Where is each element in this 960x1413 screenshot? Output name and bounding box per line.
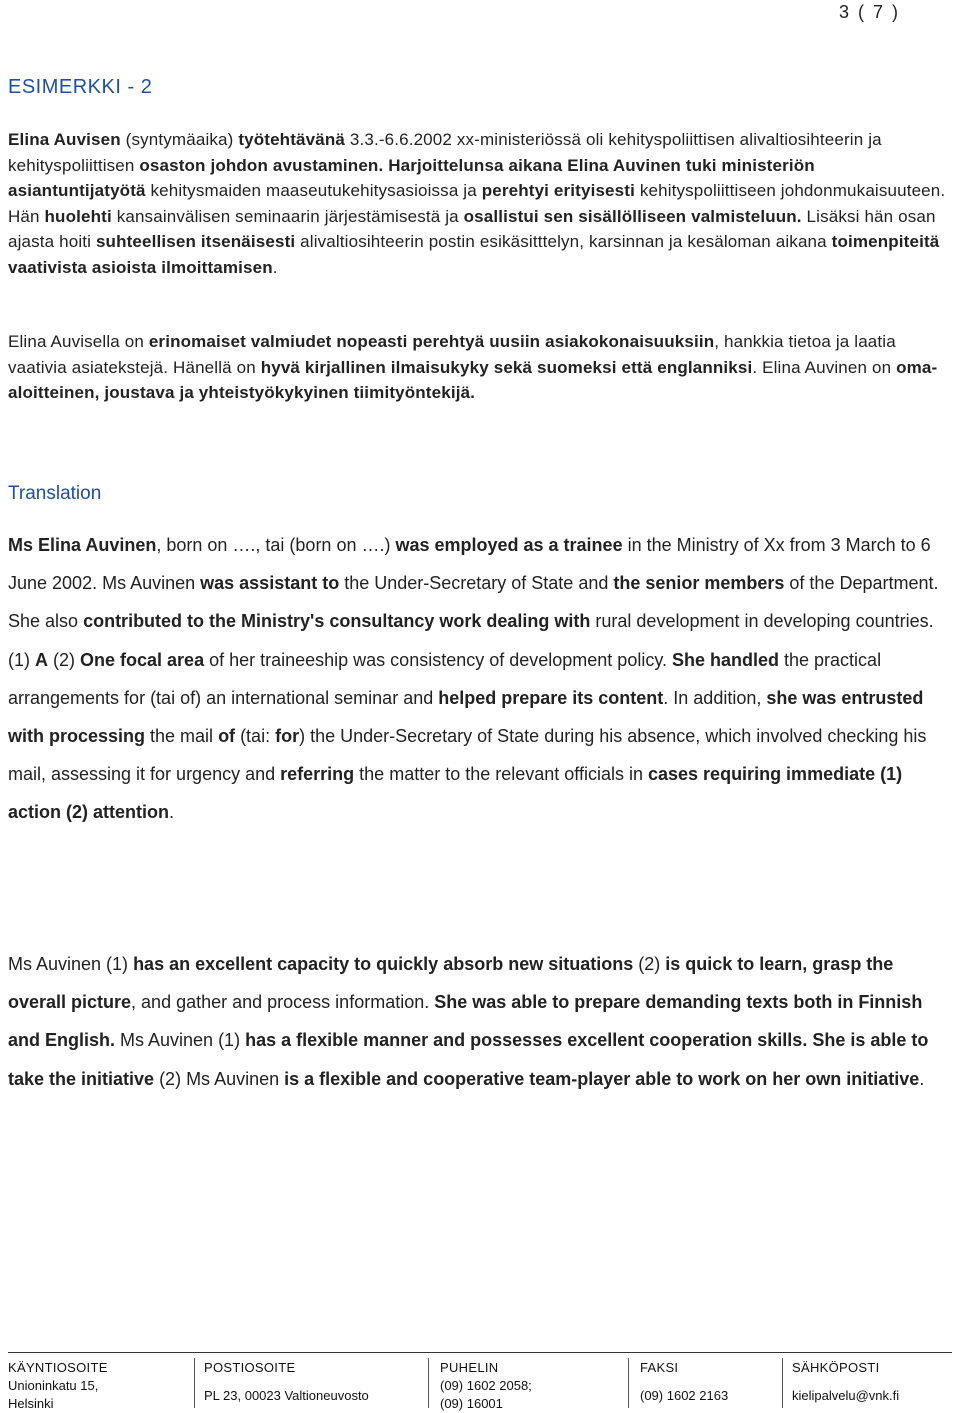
footer-fax-label: FAKSI (640, 1360, 679, 1375)
bold-text: erinomaiset valmiudet nopeasti perehtyä uusiin asiakokonaisuuksiin (148, 332, 715, 351)
page-number: 3 ( 7 ) (838, 2, 900, 22)
bold-text: cases requiring immediate (1) action (2) attention (8, 764, 903, 823)
footer-phone-line1: (09) 1602 2058; (440, 1378, 532, 1393)
footer-visit-address (8, 1359, 188, 1413)
text-run: (2) Ms Auvinen (154, 1068, 285, 1089)
bold-text: Ms Elina Auvinen (8, 535, 157, 555)
text-run: , and gather and process information. (131, 992, 435, 1013)
bold-text: helped prepare its content (438, 687, 664, 708)
text-run: . Elina Auvinen on (752, 357, 897, 377)
footer-visit-line1: Unioninkatu 15, (8, 1378, 99, 1393)
footer-rule (8, 1352, 952, 1353)
bold-text: hyvä kirjallinen ilmaisukyky sekä suomeksi että englanniksi (260, 357, 753, 377)
text-run: Lisäksi hän osan ajasta hoiti (8, 206, 936, 251)
text-run: (syntymäaika) (120, 130, 239, 149)
text-run: . (919, 1068, 925, 1089)
footer-email-link[interactable]: kielipalvelu@vnk.fi (792, 1388, 900, 1403)
text-run: . In addition, (663, 687, 767, 708)
text-run: alivaltiosihteerin postin esikäsitttelyn, karsinnan ja kesäloman aikana (295, 232, 832, 251)
bold-text: She handled (672, 649, 780, 670)
text-run: kehityspoliittiseen johdonmukaisuuteen. Hän (8, 181, 946, 226)
footer-phone-line2: (09) 16001 (440, 1396, 503, 1411)
text-run: the Under-Secretary of State and (339, 573, 614, 594)
translation-heading: Translation (8, 483, 102, 504)
english-paragraph-2 (8, 945, 948, 1098)
text-run: (2) (48, 649, 81, 670)
text-run: ) the Under-Secretary of State during his absence, which involved checking his mail, assessing it for urgency and (8, 726, 927, 785)
text-run: (2) (633, 954, 666, 974)
bold-text: suhteellisen itsenäisesti (95, 232, 296, 251)
bold-text: huolehti (44, 206, 112, 226)
text-run: rural development in developing countries. (1) (8, 611, 934, 670)
text-run: the practical arrangements for (tai of) an international seminar and (8, 649, 882, 708)
text-run: in the Ministry of Xx from 3 March to 6 June 2002. Ms Auvinen (8, 535, 931, 594)
footer-separator (782, 1358, 783, 1408)
text-run: . (169, 802, 175, 823)
finnish-paragraph-2 (8, 329, 948, 406)
footer-phone (440, 1359, 620, 1413)
bold-text: toimenpiteitä vaativista asioista ilmoittamisen (8, 232, 940, 277)
text-run: kansainvälisen seminaarin järjestämisestä ja (111, 206, 464, 226)
bold-text: for (275, 726, 300, 747)
bold-text: osaston johdon avustaminen. Harjoittelunsa aikana Elina Auvinen tuki ministeriön asiantuntijatyötä (8, 155, 815, 200)
finnish-paragraph-1 (8, 127, 948, 280)
bold-text: the senior members (613, 573, 785, 594)
bold-text: Elina Auvisen (8, 130, 121, 149)
bold-text: oma-aloitteinen, joustava ja yhteistyökykyinen tiimityöntekijä. (8, 357, 938, 402)
bold-text: was employed as a trainee (395, 535, 623, 555)
bold-text: is quick to learn, grasp the overall picture (8, 954, 894, 1013)
bold-text: A (35, 649, 48, 670)
bold-text: One focal area (80, 649, 205, 670)
footer-fax-line1: (09) 1602 2163 (640, 1388, 729, 1403)
text-run: Ms Auvinen (1) (115, 1030, 246, 1051)
text-run: (tai: (235, 726, 276, 747)
text-run: Ms Auvinen (1) (8, 954, 134, 974)
bold-text: perehtyi erityisesti (481, 181, 635, 200)
bold-text: referring (280, 764, 355, 785)
text-run: the mail (145, 726, 219, 747)
text-run: of her traineeship was consistency of development policy. (204, 649, 672, 670)
footer-post-label: POSTIOSOITE (204, 1360, 296, 1375)
footer-post-address (204, 1359, 424, 1405)
english-paragraph-1 (8, 526, 948, 832)
footer-phone-label: PUHELIN (440, 1360, 499, 1375)
footer-visit-label: KÄYNTIOSOITE (8, 1360, 108, 1375)
footer-fax (640, 1359, 780, 1405)
text-run: , born on …., tai (born on ….) (156, 535, 396, 555)
text-run: Elina Auvisella on (8, 332, 149, 351)
example-heading: ESIMERKKI - 2 (8, 76, 153, 98)
bold-text: of (218, 726, 236, 747)
footer-email-label: SÄHKÖPOSTI (792, 1360, 880, 1375)
footer-separator (628, 1358, 629, 1408)
footer-separator (428, 1358, 429, 1408)
footer-email (792, 1359, 952, 1405)
bold-text: She was able to prepare demanding texts both in Finnish and English. (8, 992, 923, 1051)
text-run: the matter to the relevant officials in (354, 764, 648, 785)
bold-text: contributed to the Ministry's consultancy work dealing with (83, 611, 591, 632)
bold-text: has a flexible manner and possesses excellent cooperation skills. She is able to take the initiative (8, 1030, 929, 1089)
bold-text: she was entrusted with processing (8, 687, 924, 747)
bold-text: työtehtävänä (238, 130, 345, 149)
text-run: 3.3.-6.6.2002 xx-ministeriössä oli kehityspoliittisen alivaltiosihteerin ja kehityspoliittisen (8, 130, 882, 175)
bold-text: was assistant to (200, 573, 340, 594)
bold-text: has an excellent capacity to quickly absorb new situations (133, 954, 634, 974)
bold-text: osallistui sen sisällölliseen valmisteluun. (463, 206, 802, 226)
footer-visit-line2: Helsinki (8, 1396, 54, 1411)
footer-post-line1: PL 23, 00023 Valtioneuvosto (204, 1388, 369, 1403)
text-run: of the Department. She also (8, 573, 939, 632)
text-run: . (272, 257, 278, 277)
footer-separator (194, 1358, 195, 1408)
text-run: kehitysmaiden maaseutukehitysasioissa ja (145, 181, 482, 200)
text-run: , hankkia tietoa ja laatia vaativia asiatekstejä. Hänellä on (8, 332, 896, 377)
bold-text: is a flexible and cooperative team-player able to work on her own initiative (284, 1068, 920, 1089)
